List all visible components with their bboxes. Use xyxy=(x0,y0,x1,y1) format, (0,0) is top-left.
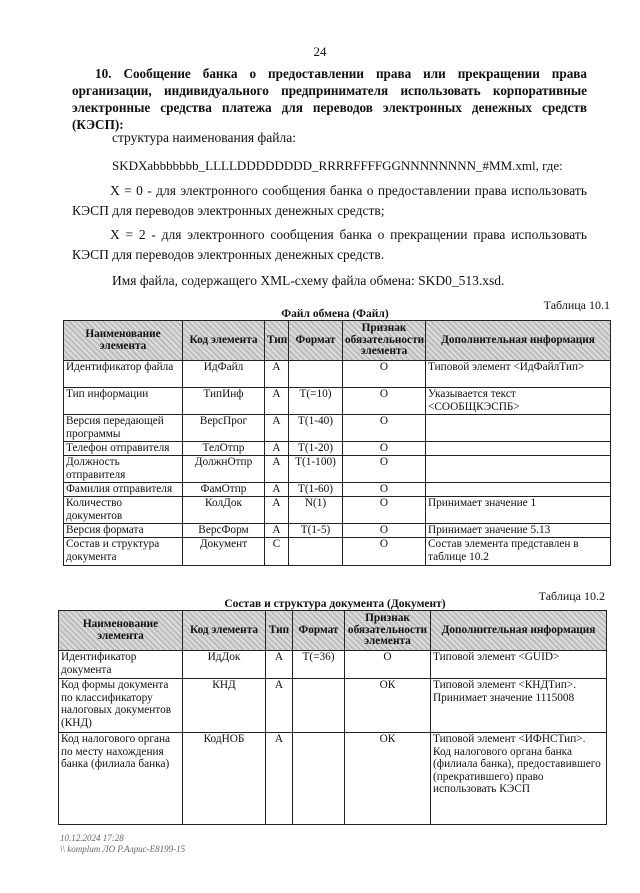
table1-cell-format: Т(1-100) xyxy=(289,456,343,483)
table1-cell-code: ФамОтпр xyxy=(183,483,265,497)
x2-description: X = 2 - для электронного сообщения банка о прекращении права использовать КЭСП для переводов электронных денежных средств. xyxy=(72,227,587,262)
table-row xyxy=(64,388,611,415)
table2-cell-type: А xyxy=(266,733,293,825)
table1-cell-type: А xyxy=(265,388,289,415)
table1-cell-type: С xyxy=(265,538,289,566)
table1-cell-name: Телефон отправителя xyxy=(64,442,183,456)
table1-cell-type: А xyxy=(265,456,289,483)
table2-header-format: Формат xyxy=(293,611,345,651)
table1-cell-info: Типовой элемент <ИдФайлТип> xyxy=(426,361,611,388)
table2-cell-required: ОК xyxy=(345,679,431,733)
table2-cell-name: Код налогового органа по месту нахождения банка (филиала банка) xyxy=(59,733,183,825)
table1-cell-format: Т(=10) xyxy=(289,388,343,415)
table1-cell-required: О xyxy=(343,524,426,538)
table-row xyxy=(59,679,607,733)
table-row xyxy=(64,497,611,524)
table1-cell-required: О xyxy=(343,442,426,456)
table1-cell-required: О xyxy=(343,456,426,483)
x0-description: X = 0 - для электронного сообщения банка о предоставлении права использовать КЭСП для переводов электронных денежных средств; xyxy=(72,183,587,218)
table1-cell-info xyxy=(426,415,611,442)
table1-cell-format xyxy=(289,361,343,388)
table-row xyxy=(59,733,607,825)
table1-cell-info: Принимает значение 5.13 xyxy=(426,524,611,538)
table1-cell-format: Т(1-60) xyxy=(289,483,343,497)
table-row xyxy=(64,442,611,456)
table1-cell-required: О xyxy=(343,415,426,442)
table1-cell-required: О xyxy=(343,483,426,497)
table2-header-name: Наименование элемента xyxy=(59,611,183,651)
filename-structure-label: структура наименования файла: xyxy=(112,130,296,145)
table-row xyxy=(64,538,611,566)
table1-cell-name: Идентификатор файла xyxy=(64,361,183,388)
table2-header-info: Дополнительная информация xyxy=(431,611,607,651)
table2-cell-name: Код формы документа по классификатору налоговых документов (КНД) xyxy=(59,679,183,733)
table1-cell-info xyxy=(426,442,611,456)
table1-cell-code: КолДок xyxy=(183,497,265,524)
page-number: 24 xyxy=(313,44,327,59)
table2-cell-format xyxy=(293,733,345,825)
table-row xyxy=(64,483,611,497)
table1-cell-code: ДолжнОтпр xyxy=(183,456,265,483)
table2-cell-required: ОК xyxy=(345,733,431,825)
table1-cell-name: Версия передающей программы xyxy=(64,415,183,442)
table1-cell-format: Т(1-40) xyxy=(289,415,343,442)
footer-path: \\ komplum ЛО Р.Алрис-Е8199-15 xyxy=(60,844,186,854)
filename-pattern: SKDXabbbbbbb_LLLLDDDDDDDD_RRRRFFFFGGNNNNNNNN_#MM.xml, где: xyxy=(112,158,563,173)
table1-header-format: Формат xyxy=(289,321,343,361)
table2-cell-type: А xyxy=(266,651,293,679)
footer-date: 10.12.2024 17:28 xyxy=(60,833,124,843)
table1-cell-type: А xyxy=(265,415,289,442)
table2 xyxy=(58,610,607,825)
table2-cell-info: Типовой элемент <КНДТип>. Принимает значение 1115008 xyxy=(431,679,607,733)
table2-cell-info: Типовой элемент <ИФНСТип>. Код налогового органа банка (филиала банка), предоставившего (прекратившего) право использовать КЭСП xyxy=(431,733,607,825)
table1-cell-info: Указывается текст <СООБЩКЭСПБ> xyxy=(426,388,611,415)
table1-header-name: Наименование элемента xyxy=(64,321,183,361)
table1-header-required: Признак обязательности элемента xyxy=(343,321,426,361)
table1-header-type: Тип xyxy=(265,321,289,361)
table-row xyxy=(64,524,611,538)
table2-cell-format xyxy=(293,679,345,733)
table1-cell-required: О xyxy=(343,538,426,566)
table1-cell-required: О xyxy=(343,388,426,415)
table1-cell-format: N(1) xyxy=(289,497,343,524)
table1-cell-type: А xyxy=(265,483,289,497)
table1-cell-code: Документ xyxy=(183,538,265,566)
table2-cell-info: Типовой элемент <GUID> xyxy=(431,651,607,679)
table1-cell-type: А xyxy=(265,361,289,388)
table2-number: Таблица 10.2 xyxy=(538,589,605,603)
table1-cell-info: Состав элемента представлен в таблице 10.2 xyxy=(426,538,611,566)
table2-cell-required: О xyxy=(345,651,431,679)
table1-number: Таблица 10.1 xyxy=(543,298,610,312)
table1-cell-code: ТипИнф xyxy=(183,388,265,415)
table2-header-code: Код элемента xyxy=(183,611,266,651)
table2-header-required: Признак обязательности элемента xyxy=(345,611,431,651)
section-heading: 10. Сообщение банка о предоставлении права или прекращении права организации, индивидуального предпринимателя использовать корпоративные электронные средства платежа для переводов электронных денежных средств (КЭСП): xyxy=(72,66,587,132)
table1-cell-type: А xyxy=(265,442,289,456)
table1-cell-name: Версия формата xyxy=(64,524,183,538)
table1-cell-type: А xyxy=(265,524,289,538)
table2-cell-code: КНД xyxy=(183,679,266,733)
table1-header-code: Код элемента xyxy=(183,321,265,361)
table1-cell-code: ВерсПрог xyxy=(183,415,265,442)
table1-cell-format xyxy=(289,538,343,566)
table2-header-row xyxy=(59,611,607,651)
table1-cell-code: ИдФайл xyxy=(183,361,265,388)
table1-cell-info: Принимает значение 1 xyxy=(426,497,611,524)
table1 xyxy=(63,320,611,566)
table-row xyxy=(64,415,611,442)
table1-cell-name: Количество документов xyxy=(64,497,183,524)
xsd-filename: Имя файла, содержащего XML-схему файла обмена: SKD0_513.xsd. xyxy=(112,273,505,288)
table2-caption: Состав и структура документа (Документ) xyxy=(224,598,446,610)
table1-cell-format: Т(1-20) xyxy=(289,442,343,456)
footer-stamp xyxy=(60,833,185,855)
table1-header-info: Дополнительная информация xyxy=(426,321,611,361)
table2-cell-code: КодНОБ xyxy=(183,733,266,825)
table-row xyxy=(64,456,611,483)
table1-cell-info xyxy=(426,456,611,483)
table1-cell-code: ТелОтпр xyxy=(183,442,265,456)
table1-cell-name: Фамилия отправителя xyxy=(64,483,183,497)
table2-header-type: Тип xyxy=(266,611,293,651)
table-row xyxy=(59,651,607,679)
table1-caption: Файл обмена (Файл) xyxy=(281,308,389,320)
table1-cell-info xyxy=(426,483,611,497)
table1-cell-name: Состав и структура документа xyxy=(64,538,183,566)
table1-cell-required: О xyxy=(343,497,426,524)
table1-header-row xyxy=(64,321,611,361)
table2-cell-type: А xyxy=(266,679,293,733)
table1-cell-type: А xyxy=(265,497,289,524)
table1-cell-required: О xyxy=(343,361,426,388)
table-row xyxy=(64,361,611,388)
table2-cell-format: Т(=36) xyxy=(293,651,345,679)
table1-cell-format: Т(1-5) xyxy=(289,524,343,538)
table1-cell-code: ВерсФорм xyxy=(183,524,265,538)
table2-cell-code: ИдДок xyxy=(183,651,266,679)
table2-cell-name: Идентификатор документа xyxy=(59,651,183,679)
table1-cell-name: Должность отправителя xyxy=(64,456,183,483)
table1-cell-name: Тип информации xyxy=(64,388,183,415)
